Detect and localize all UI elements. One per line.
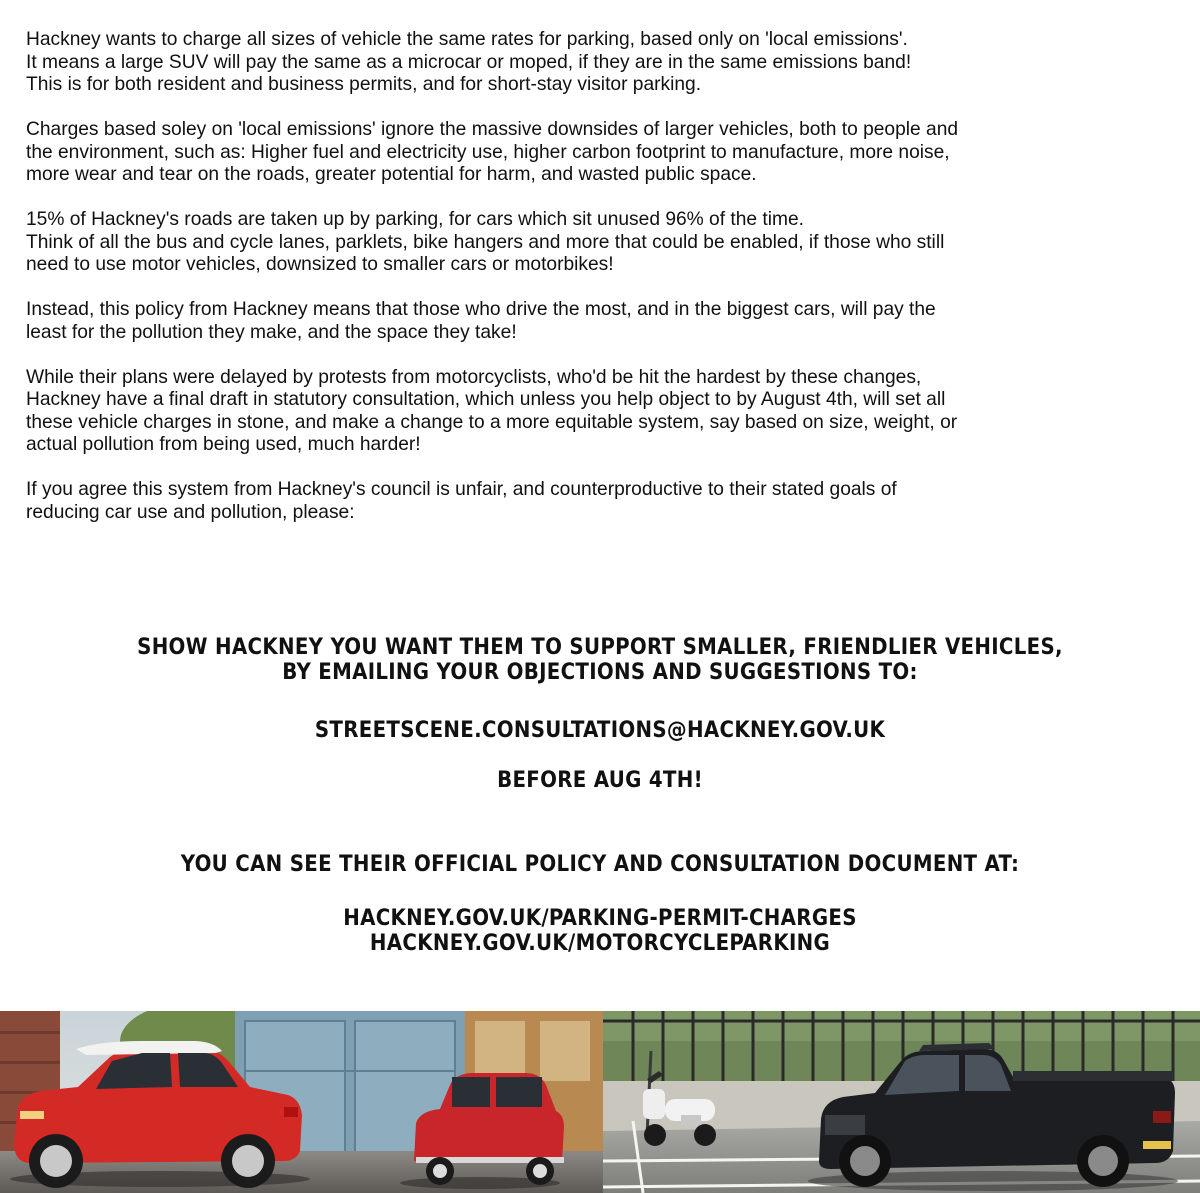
text-line: Hackney have a final draft in statutory consultation, which unless you help object to by August 4th, will set all (26, 389, 946, 410)
policy-link-motorcycle[interactable]: HACKNEY.GOV.UK/MOTORCYCLEPARKING (369, 931, 831, 956)
minis-illustration (0, 1011, 603, 1193)
text-line: 15% of Hackney's roads are taken up by parking, for cars which sit unused 96% of the time. (26, 209, 804, 230)
text-line: Instead, this policy from Hackney means that those who drive the most, and in the biggest cars, will pay the (26, 299, 936, 320)
paragraph-5 (26, 367, 1186, 457)
text-line: need to use motor vehicles, downsized to smaller cars or motorbikes! (26, 254, 614, 275)
text-line: Think of all the bus and cycle lanes, parklets, bike hangers and more that could be enabled, if those who still (26, 231, 945, 253)
policy-intro-text: YOU CAN SEE THEIR OFFICIAL POLICY AND CONSULTATION DOCUMENT AT: (180, 852, 1020, 877)
two-red-minis-photo (0, 1011, 603, 1193)
text-line: least for the pollution they make, and the space they take! (26, 321, 517, 343)
text-line: If you agree this system from Hackney's council is unfair, and counterproductive to their stated goals of (26, 479, 897, 500)
call-to-action-heading (0, 635, 1200, 685)
policy-links (0, 906, 1200, 956)
policy-intro (0, 852, 1200, 877)
text-line: actual pollution from being used, much harder! (26, 434, 421, 455)
consultation-email[interactable] (0, 718, 1200, 743)
email-address[interactable]: STREETSCENE.CONSULTATIONS@HACKNEY.GOV.UK (314, 718, 886, 743)
photo-strip (0, 1011, 1200, 1193)
text-line: While their plans were delayed by protests from motorcyclists, who'd be hit the hardest by these changes, (26, 366, 922, 388)
deadline-text: BEFORE AUG 4TH! (497, 768, 703, 793)
article-body (26, 29, 1186, 547)
text-line: Hackney wants to charge all sizes of vehicle the same rates for parking, based only on 'local emissions'. (26, 29, 908, 50)
paragraph-3 (26, 209, 1186, 277)
text-line: the environment, such as: Higher fuel and electricity use, higher carbon footprint to manufacture, more noise, (26, 141, 950, 163)
text-line: these vehicle charges in stone, and make a change to a more equitable system, say based on size, weight, or (26, 411, 958, 433)
paragraph-1 (26, 29, 1186, 97)
paragraph-6 (26, 479, 1186, 524)
pickup-illustration (603, 1011, 1200, 1193)
cta-line: SHOW HACKNEY YOU WANT THEM TO SUPPORT SMALLER, FRIENDLIER VEHICLES, (137, 635, 1063, 660)
text-line: reducing car use and pollution, please: (26, 501, 355, 523)
paragraph-4 (26, 299, 1186, 344)
text-line: more wear and tear on the roads, greater potential for harm, and wasted public space. (26, 164, 757, 185)
deadline (0, 768, 1200, 793)
text-line: This is for both resident and business permits, and for short-stay visitor parking. (26, 74, 702, 95)
scooter-and-pickup-photo (603, 1011, 1200, 1193)
text-line: Charges based soley on 'local emissions' ignore the massive downsides of larger vehicles, both to people and (26, 119, 959, 140)
policy-link-parking-permit[interactable]: HACKNEY.GOV.UK/PARKING-PERMIT-CHARGES (343, 906, 857, 931)
paragraph-2 (26, 119, 1186, 187)
cta-line: BY EMAILING YOUR OBJECTIONS AND SUGGESTIONS TO: (282, 660, 918, 685)
text-line: It means a large SUV will pay the same as a microcar or moped, if they are in the same emissions band! (26, 51, 912, 73)
